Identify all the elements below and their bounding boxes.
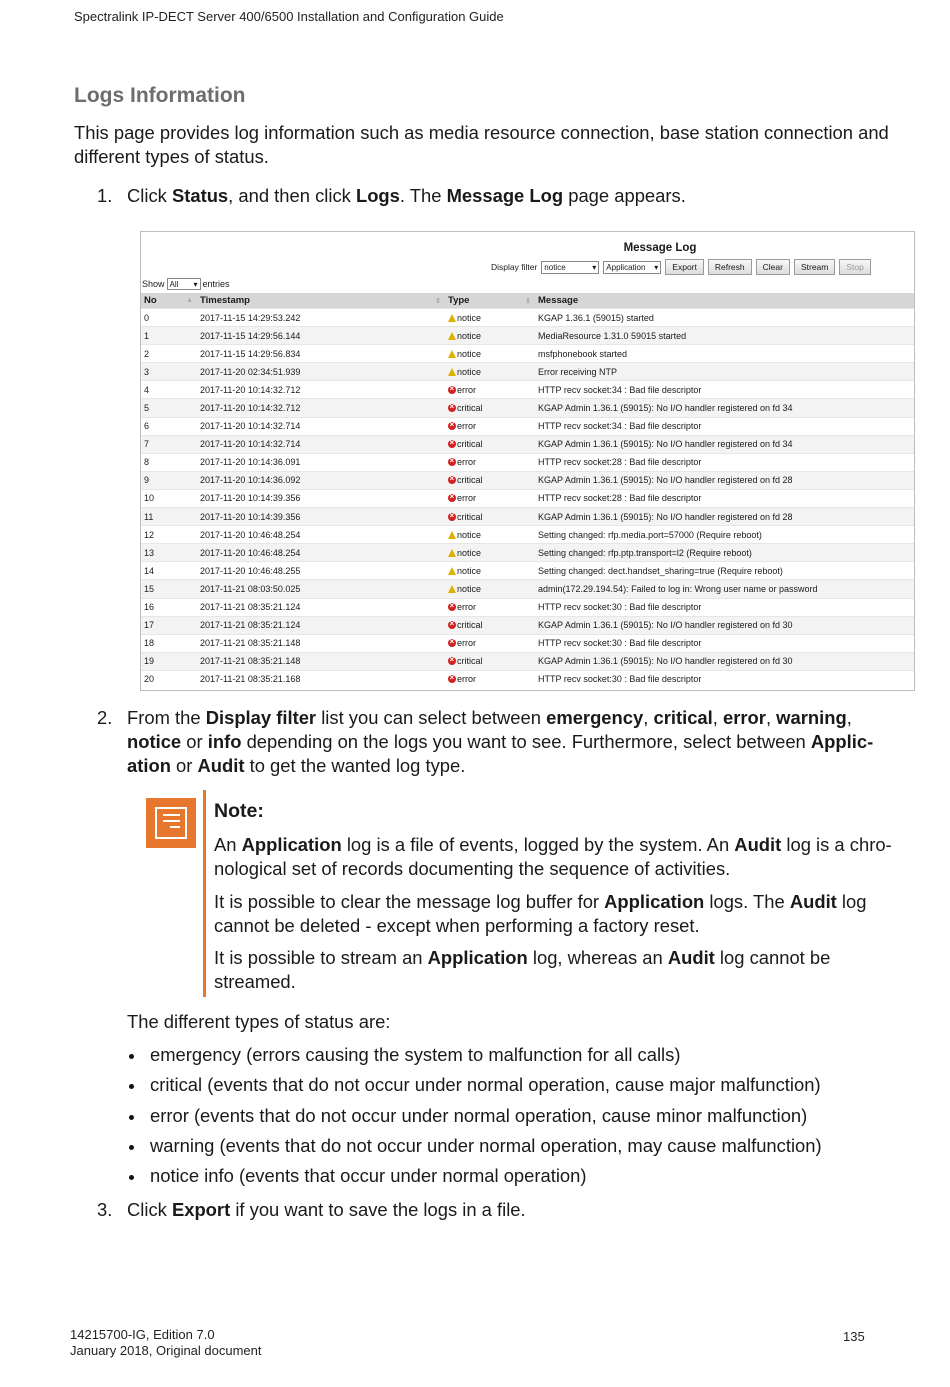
cell-message: HTTP recv socket:28 : Bad file descriptor [535,489,914,507]
cell-timestamp: 2017-11-20 10:14:32.714 [197,435,445,453]
note-paragraph-1: An Application log is a file of events, logged by the system. An Audit log is a chro- nological set of records documenting the sequence of activities. [214,834,892,879]
log-table [141,293,914,688]
cell-timestamp: 2017-11-20 10:14:32.714 [197,417,445,435]
section-title: Logs Information [74,84,246,107]
footer-date: January 2018, Original document [70,1343,262,1358]
note-icon [146,798,196,848]
cell-type: × critical [445,435,535,453]
note-divider [203,790,206,997]
cell-type: notice [445,309,535,327]
note-paragraph-3: It is possible to stream an Application log, whereas an Audit log cannot be streamed. [214,947,831,992]
error-icon [448,639,456,647]
list-item: warning (events that do not occur under normal operation, may cause malfunction) [127,1134,822,1158]
stop-button[interactable]: Stop [839,259,871,275]
warning-icon [448,549,456,557]
warning-icon [448,332,456,340]
cell-no: 14 [141,562,197,580]
error-icon [448,422,456,430]
log-toolbar [491,259,871,275]
error-icon [448,603,456,611]
column-header-no[interactable]: No ▲ [141,293,197,309]
cell-message: Setting changed: dect.handset_sharing=true (Require reboot) [535,562,914,580]
sort-asc-icon: ▲ [186,297,193,304]
warning-icon [448,350,456,358]
cell-message: HTTP recv socket:30 : Bad file descriptor [535,670,914,688]
message-log-screenshot [140,231,915,691]
cell-message: KGAP Admin 1.36.1 (59015): No I/O handler registered on fd 30 [535,652,914,670]
table-row [141,399,914,417]
step-1-text: Click Status, and then click Logs. The Message Log page appears. [127,185,686,206]
show-entries-select[interactable]: All ▾ [167,278,201,290]
display-filter-select[interactable]: notice ▾ [541,261,599,274]
message-log-title: Message Log [623,242,697,254]
types-intro: The different types of status are: [127,1011,391,1032]
intro-paragraph: This page provides log information such as media resource connection, base station connection and different types of status. [74,122,889,167]
error-icon [448,657,456,665]
clear-button[interactable]: Clear [756,259,790,275]
refresh-button[interactable]: Refresh [708,259,752,275]
cell-type: × error [445,634,535,652]
cell-message: Error receiving NTP [535,363,914,381]
cell-timestamp: 2017-11-21 08:03:50.025 [197,580,445,598]
cell-timestamp: 2017-11-20 02:34:51.939 [197,363,445,381]
step-number: 2. [97,707,113,728]
error-icon [448,386,456,394]
cell-timestamp: 2017-11-21 08:35:21.148 [197,652,445,670]
cell-no: 12 [141,526,197,544]
cell-no: 6 [141,417,197,435]
cell-type: × critical [445,508,535,526]
step-2-text: From the Display filter list you can select between emergency, critical, error, warning, notice or info depending on the logs you want to see. Furthermore, select between Applic- ation or Audit to get the wanted log type. [127,707,874,776]
table-row [141,453,914,471]
table-row [141,562,914,580]
error-icon [448,458,456,466]
page-number: 135 [843,1329,865,1344]
cell-message: KGAP Admin 1.36.1 (59015): No I/O handler registered on fd 30 [535,616,914,634]
cell-no: 10 [141,489,197,507]
cell-timestamp: 2017-11-20 10:14:32.712 [197,399,445,417]
cell-message: HTTP recv socket:30 : Bad file descriptor [535,598,914,616]
cell-timestamp: 2017-11-21 08:35:21.124 [197,616,445,634]
cell-message: HTTP recv socket:30 : Bad file descriptor [535,634,914,652]
table-row [141,544,914,562]
cell-type: × critical [445,652,535,670]
sort-icon: ⇕ [525,298,531,305]
cell-no: 4 [141,381,197,399]
table-row [141,508,914,526]
cell-message: MediaResource 1.31.0 59015 started [535,327,914,345]
cell-timestamp: 2017-11-20 10:46:48.254 [197,526,445,544]
column-header-message[interactable]: Message [535,293,914,309]
cell-no: 0 [141,309,197,327]
cell-type: notice [445,363,535,381]
error-icon [448,440,456,448]
column-header-type[interactable]: Type ⇕ [445,293,535,309]
chevron-down-icon: ▾ [592,262,597,272]
cell-message: Setting changed: rfp.media.port=57000 (Require reboot) [535,526,914,544]
cell-message: HTTP recv socket:34 : Bad file descriptor [535,417,914,435]
warning-icon [448,314,456,322]
cell-no: 13 [141,544,197,562]
table-row [141,345,914,363]
cell-type: notice [445,327,535,345]
cell-no: 15 [141,580,197,598]
table-row [141,652,914,670]
cell-timestamp: 2017-11-20 10:14:39.356 [197,489,445,507]
cell-type: × error [445,489,535,507]
cell-no: 20 [141,670,197,688]
list-item: error (events that do not occur under normal operation, cause minor malfunction) [127,1104,807,1128]
cell-type: × error [445,598,535,616]
cell-timestamp: 2017-11-15 14:29:56.144 [197,327,445,345]
cell-no: 19 [141,652,197,670]
cell-type: × critical [445,399,535,417]
list-item: critical (events that do not occur under normal operation, cause major malfunction) [127,1073,821,1097]
cell-timestamp: 2017-11-20 10:14:36.092 [197,471,445,489]
table-row [141,381,914,399]
cell-type: × error [445,381,535,399]
column-header-timestamp[interactable]: Timestamp ⇕ [197,293,445,309]
cell-message: Setting changed: rfp.ptp.transport=l2 (Require reboot) [535,544,914,562]
cell-no: 18 [141,634,197,652]
table-row [141,417,914,435]
cell-timestamp: 2017-11-15 14:29:53.242 [197,309,445,327]
note-title: Note: [214,800,264,822]
step-number: 1. [97,185,113,206]
cell-message: KGAP Admin 1.36.1 (59015): No I/O handler registered on fd 28 [535,471,914,489]
note-paragraph-2: It is possible to clear the message log buffer for Application logs. The Audit log cannot be deleted - except when performing a factory reset. [214,891,867,936]
list-item: emergency (errors causing the system to malfunction for all calls) [127,1043,680,1067]
cell-timestamp: 2017-11-20 10:14:32.712 [197,381,445,399]
cell-no: 1 [141,327,197,345]
table-row [141,634,914,652]
table-row [141,471,914,489]
cell-timestamp: 2017-11-21 08:35:21.148 [197,634,445,652]
cell-timestamp: 2017-11-20 10:46:48.255 [197,562,445,580]
cell-type: notice [445,526,535,544]
table-row [141,363,914,381]
cell-message: HTTP recv socket:34 : Bad file descriptor [535,381,914,399]
cell-type: notice [445,580,535,598]
error-icon [448,621,456,629]
error-icon [448,513,456,521]
chevron-down-icon: ▾ [654,262,659,272]
error-icon [448,494,456,502]
cell-message: msfphonebook started [535,345,914,363]
cell-no: 7 [141,435,197,453]
cell-type: × critical [445,471,535,489]
error-icon [448,476,456,484]
cell-message: KGAP Admin 1.36.1 (59015): No I/O handler registered on fd 28 [535,508,914,526]
cell-type: notice [445,345,535,363]
cell-timestamp: 2017-11-20 10:46:48.254 [197,544,445,562]
log-type-select[interactable]: Application ▾ [603,261,661,274]
cell-no: 9 [141,471,197,489]
cell-no: 2 [141,345,197,363]
show-label: Show [142,279,165,289]
stream-button[interactable]: Stream [794,259,835,275]
cell-timestamp: 2017-11-20 10:14:36.091 [197,453,445,471]
running-header: Spectralink IP-DECT Server 400/6500 Installation and Configuration Guide [74,9,504,24]
warning-icon [448,531,456,539]
table-row [141,616,914,634]
error-icon [448,404,456,412]
table-row [141,580,914,598]
cell-no: 5 [141,399,197,417]
cell-type: × error [445,417,535,435]
step-number: 3. [97,1199,113,1220]
cell-message: KGAP 1.36.1 (59015) started [535,309,914,327]
error-icon [448,675,456,683]
entries-label: entries [202,279,230,289]
export-button[interactable]: Export [665,259,704,275]
cell-message: KGAP Admin 1.36.1 (59015): No I/O handler registered on fd 34 [535,435,914,453]
sort-icon: ⇕ [435,298,441,305]
list-item: notice info (events that occur under normal operation) [127,1164,587,1188]
cell-type: × error [445,670,535,688]
step-3-text: Click Export if you want to save the logs in a file. [127,1199,526,1220]
cell-type: notice [445,562,535,580]
cell-message: KGAP Admin 1.36.1 (59015): No I/O handler registered on fd 34 [535,399,914,417]
table-row [141,435,914,453]
table-row [141,670,914,688]
warning-icon [448,368,456,376]
cell-timestamp: 2017-11-21 08:35:21.124 [197,598,445,616]
cell-no: 3 [141,363,197,381]
table-row [141,309,914,327]
cell-type: notice [445,544,535,562]
warning-icon [448,585,456,593]
cell-no: 16 [141,598,197,616]
table-row [141,327,914,345]
footer-doc-id: 14215700-IG, Edition 7.0 [70,1327,215,1342]
table-row [141,489,914,507]
display-filter-label: Display filter [491,262,538,272]
cell-no: 11 [141,508,197,526]
cell-no: 17 [141,616,197,634]
table-row [141,598,914,616]
cell-type: × critical [445,616,535,634]
cell-no: 8 [141,453,197,471]
cell-message: HTTP recv socket:28 : Bad file descriptor [535,453,914,471]
warning-icon [448,567,456,575]
cell-timestamp: 2017-11-21 08:35:21.168 [197,670,445,688]
cell-message: admin(172.29.194.54): Failed to log in: Wrong user name or password [535,580,914,598]
cell-timestamp: 2017-11-15 14:29:56.834 [197,345,445,363]
chevron-down-icon: ▾ [193,279,198,289]
cell-timestamp: 2017-11-20 10:14:39.356 [197,508,445,526]
table-row [141,526,914,544]
show-entries [142,278,230,290]
cell-type: × error [445,453,535,471]
